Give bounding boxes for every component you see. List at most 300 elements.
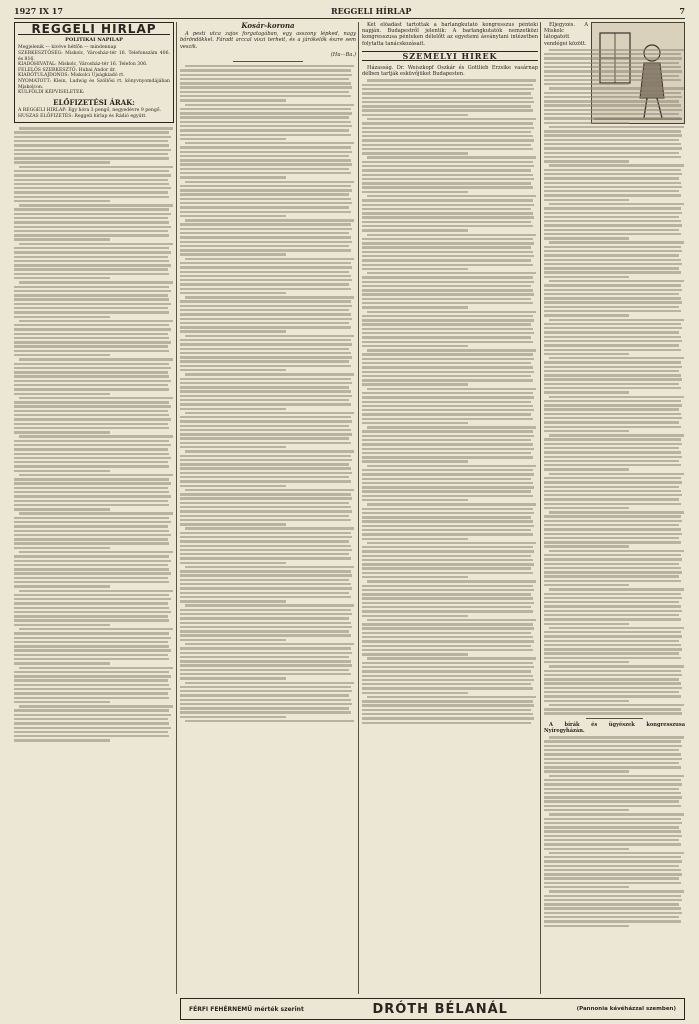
- text-line: [185, 489, 354, 491]
- text-line: [544, 554, 681, 556]
- text-line: [14, 697, 169, 699]
- text-line: [362, 490, 531, 492]
- text-line: [180, 129, 349, 131]
- text-line: [362, 460, 468, 462]
- text-line: [362, 512, 534, 514]
- text-line: [14, 482, 171, 484]
- text-line: [544, 481, 682, 483]
- text-line: [180, 146, 351, 148]
- text-line: [362, 615, 468, 617]
- text-line: [544, 75, 679, 77]
- text-line: [362, 251, 533, 253]
- text-line: [362, 383, 468, 385]
- news-item: Házasság. Dr. Weiszkopf Oszkár és Gottlieb Erzsike vasárnap délben tartják esküvőjüket Budapesten.: [362, 65, 538, 78]
- text-line: [180, 549, 352, 551]
- text-line: [14, 431, 110, 433]
- text-line: [549, 511, 684, 513]
- text-line: [14, 405, 171, 407]
- text-line: [544, 545, 629, 547]
- text-line: [544, 528, 681, 530]
- article-title: Kosár-korona: [241, 22, 295, 30]
- text-line: [544, 507, 629, 509]
- text-line: [180, 403, 351, 405]
- text-line: [544, 895, 681, 897]
- text-line: [362, 533, 533, 535]
- text-line: [544, 691, 679, 693]
- text-line: [362, 208, 531, 210]
- text-line: [362, 131, 531, 133]
- separator: [586, 718, 642, 719]
- text-line: [14, 585, 110, 587]
- text-line: [14, 684, 169, 686]
- text-line: [544, 267, 679, 269]
- text-line: [544, 306, 679, 308]
- text-line: [362, 670, 531, 672]
- text-line: [180, 82, 351, 84]
- text-line: [544, 310, 681, 312]
- text-line: [180, 600, 286, 602]
- text-line: [362, 666, 534, 668]
- text-line: [544, 100, 679, 102]
- text-line: [367, 118, 536, 120]
- text-line: [14, 401, 169, 403]
- text-line: [180, 125, 352, 127]
- text-line: [544, 113, 679, 115]
- text-line: [14, 363, 169, 365]
- text-line: [362, 610, 533, 612]
- text-line: [544, 903, 679, 905]
- text-line: [180, 446, 286, 448]
- text-line: [544, 177, 679, 179]
- text-line: [14, 234, 169, 236]
- text-line: [544, 224, 682, 226]
- text-line: [180, 557, 351, 559]
- text-line: [544, 366, 682, 368]
- text-line: [544, 860, 682, 862]
- text-line: [180, 485, 286, 487]
- text-line: [19, 358, 173, 360]
- text-line: [362, 358, 534, 360]
- text-line: [544, 682, 681, 684]
- text-line: [544, 259, 681, 261]
- text-line: [544, 246, 681, 248]
- text-line: [362, 152, 468, 154]
- text-line: [362, 563, 534, 565]
- text-line: [544, 430, 629, 432]
- text-line: [180, 574, 352, 576]
- text-line: [544, 194, 681, 196]
- text-line: [544, 173, 682, 175]
- text-line: [362, 396, 534, 398]
- text-line: [14, 688, 171, 690]
- text-line: [14, 136, 171, 138]
- text-line: [19, 474, 173, 476]
- text-line: [14, 226, 171, 228]
- text-line: [14, 649, 171, 651]
- text-line: [14, 679, 168, 681]
- text-line: [544, 387, 681, 389]
- text-line: [14, 328, 171, 330]
- text-line: [362, 238, 533, 240]
- text-line: [544, 212, 682, 214]
- text-line: [180, 245, 349, 247]
- text-line: [544, 877, 679, 879]
- text-line: [180, 425, 349, 427]
- text-line: [14, 671, 169, 673]
- text-line: [544, 199, 629, 201]
- text-line: [180, 506, 351, 508]
- text-line: [362, 473, 534, 475]
- text-line: [549, 87, 684, 89]
- text-line: [362, 704, 534, 706]
- text-line: [544, 404, 682, 406]
- text-line: [544, 104, 681, 106]
- text-line: [180, 686, 351, 688]
- text-line: [14, 187, 171, 189]
- text-line: [180, 138, 286, 140]
- text-line: [14, 345, 168, 347]
- text-line: [544, 468, 629, 470]
- text-line: [362, 178, 534, 180]
- text-line: [544, 623, 629, 625]
- text-line: [544, 674, 682, 676]
- column-2: [180, 22, 356, 1020]
- text-line: [362, 555, 531, 557]
- text-line: [19, 320, 173, 322]
- body-text-block-b: [544, 736, 685, 927]
- text-line: [180, 690, 352, 692]
- text-line: [14, 273, 169, 275]
- text-line: [544, 537, 679, 539]
- text-line: [14, 662, 110, 664]
- text-line: [362, 293, 534, 295]
- text-line: [362, 430, 533, 432]
- body-text-block-a: [544, 49, 685, 715]
- text-line: [544, 678, 679, 680]
- text-line: [362, 439, 531, 441]
- text-line: [180, 121, 351, 123]
- text-line: [180, 545, 351, 547]
- text-line: [14, 337, 169, 339]
- text-line: [180, 91, 349, 93]
- text-line: [14, 277, 110, 279]
- text-line: [180, 395, 352, 397]
- text-line: [362, 84, 533, 86]
- text-line: [544, 753, 681, 755]
- text-line: [14, 701, 110, 703]
- text-line: [544, 916, 679, 918]
- text-line: [544, 618, 681, 620]
- text-line: [544, 417, 682, 419]
- text-line: [544, 907, 681, 909]
- text-line: [14, 131, 169, 133]
- text-line: [362, 268, 468, 270]
- text-line: [14, 393, 110, 395]
- text-line: [180, 228, 352, 230]
- text-line: [544, 263, 682, 265]
- text-line: [362, 392, 533, 394]
- text-line: [362, 336, 531, 338]
- text-line: [180, 99, 286, 101]
- text-line: [362, 687, 533, 689]
- text-line: [362, 593, 531, 595]
- text-line: [362, 101, 534, 103]
- article-signature: (Hu—Ba.): [330, 51, 356, 58]
- text-line: [180, 664, 352, 666]
- text-line: [180, 134, 351, 136]
- text-line: [544, 498, 679, 500]
- text-line: [180, 86, 352, 88]
- text-line: [185, 450, 354, 452]
- text-line: [180, 318, 352, 320]
- text-line: [544, 886, 629, 888]
- text-line: [544, 117, 681, 119]
- text-line: [549, 775, 684, 777]
- text-line: [14, 731, 168, 733]
- text-line: [544, 152, 679, 154]
- text-line: [544, 477, 681, 479]
- text-line: [544, 601, 679, 603]
- text-line: [544, 96, 682, 98]
- text-line: [180, 579, 349, 581]
- text-line: [362, 92, 531, 94]
- text-line: [180, 570, 351, 572]
- text-line: [544, 848, 629, 850]
- text-line: [367, 311, 536, 313]
- text-line: [362, 456, 533, 458]
- text-line: [544, 533, 682, 535]
- text-line: [185, 643, 354, 645]
- column-rule: [540, 22, 541, 994]
- text-line: [180, 429, 351, 431]
- masthead-title: REGGELI HIRLAP: [18, 26, 170, 35]
- text-line: [544, 670, 681, 672]
- text-line: [180, 223, 351, 225]
- text-line: [180, 163, 352, 165]
- text-line: [544, 53, 681, 55]
- text-line: [362, 302, 533, 304]
- text-line: [14, 735, 169, 737]
- text-line: [180, 151, 352, 153]
- text-line: [367, 696, 536, 698]
- text-line: [362, 640, 534, 642]
- text-line: [362, 418, 533, 420]
- text-line: [185, 219, 354, 221]
- text-line: [180, 292, 286, 294]
- text-line: [180, 241, 352, 243]
- text-line: [367, 426, 536, 428]
- text-line: [544, 233, 681, 235]
- text-line: [362, 589, 534, 591]
- separator: [233, 61, 303, 62]
- text-line: [14, 714, 171, 716]
- text-line: [544, 289, 682, 291]
- text-line: [544, 421, 679, 423]
- text-line: [362, 405, 533, 407]
- text-line: [362, 448, 534, 450]
- text-line: [14, 140, 168, 142]
- text-line: [544, 451, 681, 453]
- body-text-block: [14, 127, 174, 742]
- text-line: [14, 170, 169, 172]
- text-line: [544, 301, 682, 303]
- text-line: [19, 397, 173, 399]
- text-line: [180, 399, 349, 401]
- text-line: [362, 366, 533, 368]
- text-line: [544, 220, 681, 222]
- text-line: [544, 57, 682, 59]
- text-line: [544, 293, 679, 295]
- text-line: [362, 567, 531, 569]
- text-line: [14, 290, 171, 292]
- text-line: [362, 636, 533, 638]
- text-line: [180, 634, 351, 636]
- text-line: [549, 126, 684, 128]
- text-line: [14, 350, 169, 352]
- text-line: [362, 264, 533, 266]
- text-line: [362, 229, 468, 231]
- body-text-block: [180, 65, 356, 722]
- text-line: [14, 260, 169, 262]
- text-line: [544, 657, 681, 659]
- text-line: [544, 873, 682, 875]
- text-line: [362, 379, 533, 381]
- text-line: [544, 779, 681, 781]
- text-line: [544, 92, 681, 94]
- ad-brand: DRÓTH BÉLANÁL: [372, 1001, 508, 1017]
- text-line: [180, 647, 351, 649]
- text-line: [549, 434, 684, 436]
- text-line: [19, 435, 173, 437]
- text-line: [362, 319, 534, 321]
- text-line: [544, 758, 682, 760]
- text-line: [185, 527, 354, 529]
- text-line: [14, 324, 169, 326]
- text-line: [544, 344, 679, 346]
- text-line: [362, 409, 534, 411]
- text-line: [185, 720, 354, 722]
- text-line: [14, 174, 171, 176]
- text-line: [544, 882, 681, 884]
- text-line: [544, 740, 681, 742]
- text-line: [19, 243, 173, 245]
- text-line: [14, 311, 169, 313]
- text-line: [180, 677, 286, 679]
- text-line: [544, 66, 681, 68]
- text-line: [549, 473, 684, 475]
- text-line: [362, 499, 468, 501]
- text-line: [14, 581, 169, 583]
- text-line: [362, 559, 533, 561]
- text-line: [544, 378, 682, 380]
- text-line: [544, 374, 681, 376]
- text-line: [180, 583, 351, 585]
- text-line: [549, 813, 684, 815]
- text-line: [14, 572, 171, 574]
- text-line: [544, 486, 679, 488]
- text-line: [180, 694, 349, 696]
- text-line: [14, 238, 110, 240]
- text-line: [180, 202, 352, 204]
- page-number: 7: [679, 6, 685, 16]
- column-1: [14, 22, 174, 1020]
- text-line: [14, 256, 168, 258]
- text-line: [180, 249, 351, 251]
- text-line: [14, 632, 169, 634]
- text-line: [14, 247, 169, 249]
- text-line: [180, 112, 352, 114]
- text-line: [544, 605, 681, 607]
- text-line: [185, 65, 354, 67]
- text-line: [362, 679, 534, 681]
- text-line: [362, 174, 533, 176]
- text-line: [14, 500, 168, 502]
- text-line: [185, 412, 354, 414]
- text-line: [544, 122, 629, 124]
- text-line: [180, 609, 351, 611]
- text-line: [544, 925, 629, 927]
- text-line: [180, 206, 349, 208]
- masthead-info: [18, 45, 170, 95]
- text-line: [549, 396, 684, 398]
- advertisement-banner: [180, 998, 685, 1020]
- text-line: [362, 516, 531, 518]
- text-line: [362, 632, 531, 634]
- text-line: [544, 580, 681, 582]
- text-line: [180, 515, 349, 517]
- text-line: [14, 654, 168, 656]
- text-line: [367, 349, 536, 351]
- text-line: [362, 375, 531, 377]
- text-line: [14, 727, 171, 729]
- text-line: [180, 352, 351, 354]
- text-line: [180, 420, 352, 422]
- text-line: [180, 322, 349, 324]
- text-line: [14, 418, 171, 420]
- text-line: [362, 713, 533, 715]
- text-line: [185, 181, 354, 183]
- text-line: [549, 588, 684, 590]
- text-line: [362, 649, 533, 651]
- paper-name: REGGELI HÍRLAP: [330, 6, 412, 16]
- text-line: [180, 493, 351, 495]
- text-line: [367, 580, 536, 582]
- text-line: [362, 109, 533, 111]
- text-line: [180, 343, 352, 345]
- text-line: [180, 613, 352, 615]
- text-line: [544, 749, 679, 751]
- text-line: [362, 700, 533, 702]
- text-line: [362, 606, 531, 608]
- info-line: NYOMATOTT: Klein, Ludwig és Szöllősi rt. könyvnyomdájában Miskolcon.: [18, 78, 170, 90]
- text-line: [544, 515, 681, 517]
- text-line: [14, 457, 171, 459]
- text-line: [544, 134, 682, 136]
- text-line: [544, 856, 681, 858]
- text-line: [19, 551, 173, 553]
- text-line: [362, 371, 534, 373]
- text-line: [185, 258, 354, 260]
- text-line: [185, 104, 354, 106]
- text-line: [544, 207, 681, 209]
- text-line: [544, 139, 679, 141]
- text-line: [544, 567, 681, 569]
- text-line: [362, 221, 531, 223]
- text-line: [14, 230, 168, 232]
- text-line: [14, 470, 110, 472]
- text-line: [544, 770, 629, 772]
- column-rule: [358, 22, 359, 994]
